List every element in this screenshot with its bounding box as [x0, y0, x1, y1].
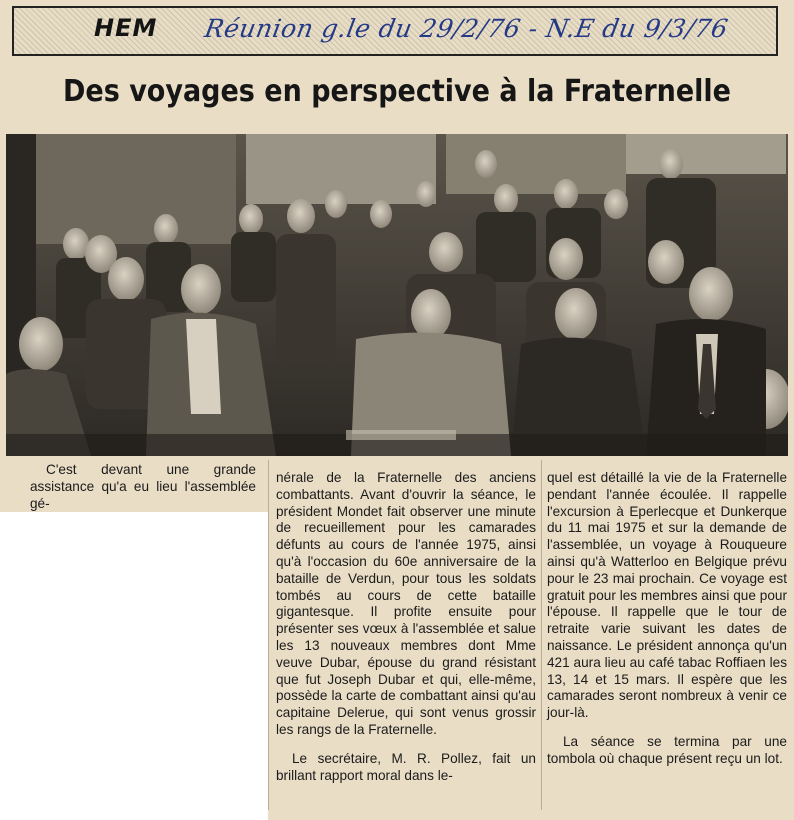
- article-column-3: [547, 470, 787, 768]
- audience-image: [6, 134, 788, 456]
- article-headline: Des voyages en perspective à la Fraternelle: [63, 74, 731, 109]
- article-paragraph: C'est devant une grande assistance qu'a eu lieu l'assemblée gé-: [30, 462, 256, 511]
- column-divider: [268, 460, 269, 810]
- article-paragraph: La séance se termina par une tombola où chaque présent reçu un lot.: [547, 733, 787, 766]
- article-column-2: [276, 470, 536, 784]
- article-paragraph: nérale de la Fraternelle des anciens combattants. Avant d'ouvrir la séance, le président Mondet fait observer une minute de recueillement pour les camarades défunts au cours de l'année 1975, ainsi qu'à l'occasion du 60e anniversaire de la bataille de Verdun, pour tous les soldats tombés au cours de cette bataille gigantesque. Il profite ensuite pour présenter ses vœux à l'assemblée et salue les 13 nouveaux membres dont Mme veuve Dubar, épouse du grand résistant que fut Joseph Dubar et qui, elle-même, possède la carte de combattant ainsi qu'au capitaine Delerue, qui sont venus grossir les rangs de la Fraternelle.: [276, 470, 536, 737]
- article-column-1: [30, 462, 256, 512]
- column-divider: [541, 460, 542, 810]
- article-paragraph: quel est détaillé la vie de la Fraternelle pendant l'année écoulée. Il rappelle l'excursion à Eperlecque et Dunkerque du 11 mai 1975 et sur la demande de l'assemblée, un voyage à Rouqueure ainsi qu'à Watterloo en Belgique prévu pour le 23 mai prochain. Ce voyage est gratuit pour les membres ainsi que pour l'épouse. Il rappelle que le tour de retraite varie suivant les dates de naissance. Le président annonça qu'un 421 aura lieu au café tabac Roffiaen les 13, 14 et 15 mars. Il espère que les camarades seront nombreux à venir ce jour-là.: [547, 470, 787, 721]
- meeting-photo: [6, 134, 788, 456]
- article-paragraph: Le secrétaire, M. R. Pollez, fait un brillant rapport moral dans le-: [276, 750, 536, 783]
- torn-cutout-area: [0, 512, 268, 820]
- section-label: HEM: [94, 14, 158, 42]
- handwritten-annotation: Réunion g.le du 29/2/76 - N.E du 9/3/76: [202, 14, 731, 43]
